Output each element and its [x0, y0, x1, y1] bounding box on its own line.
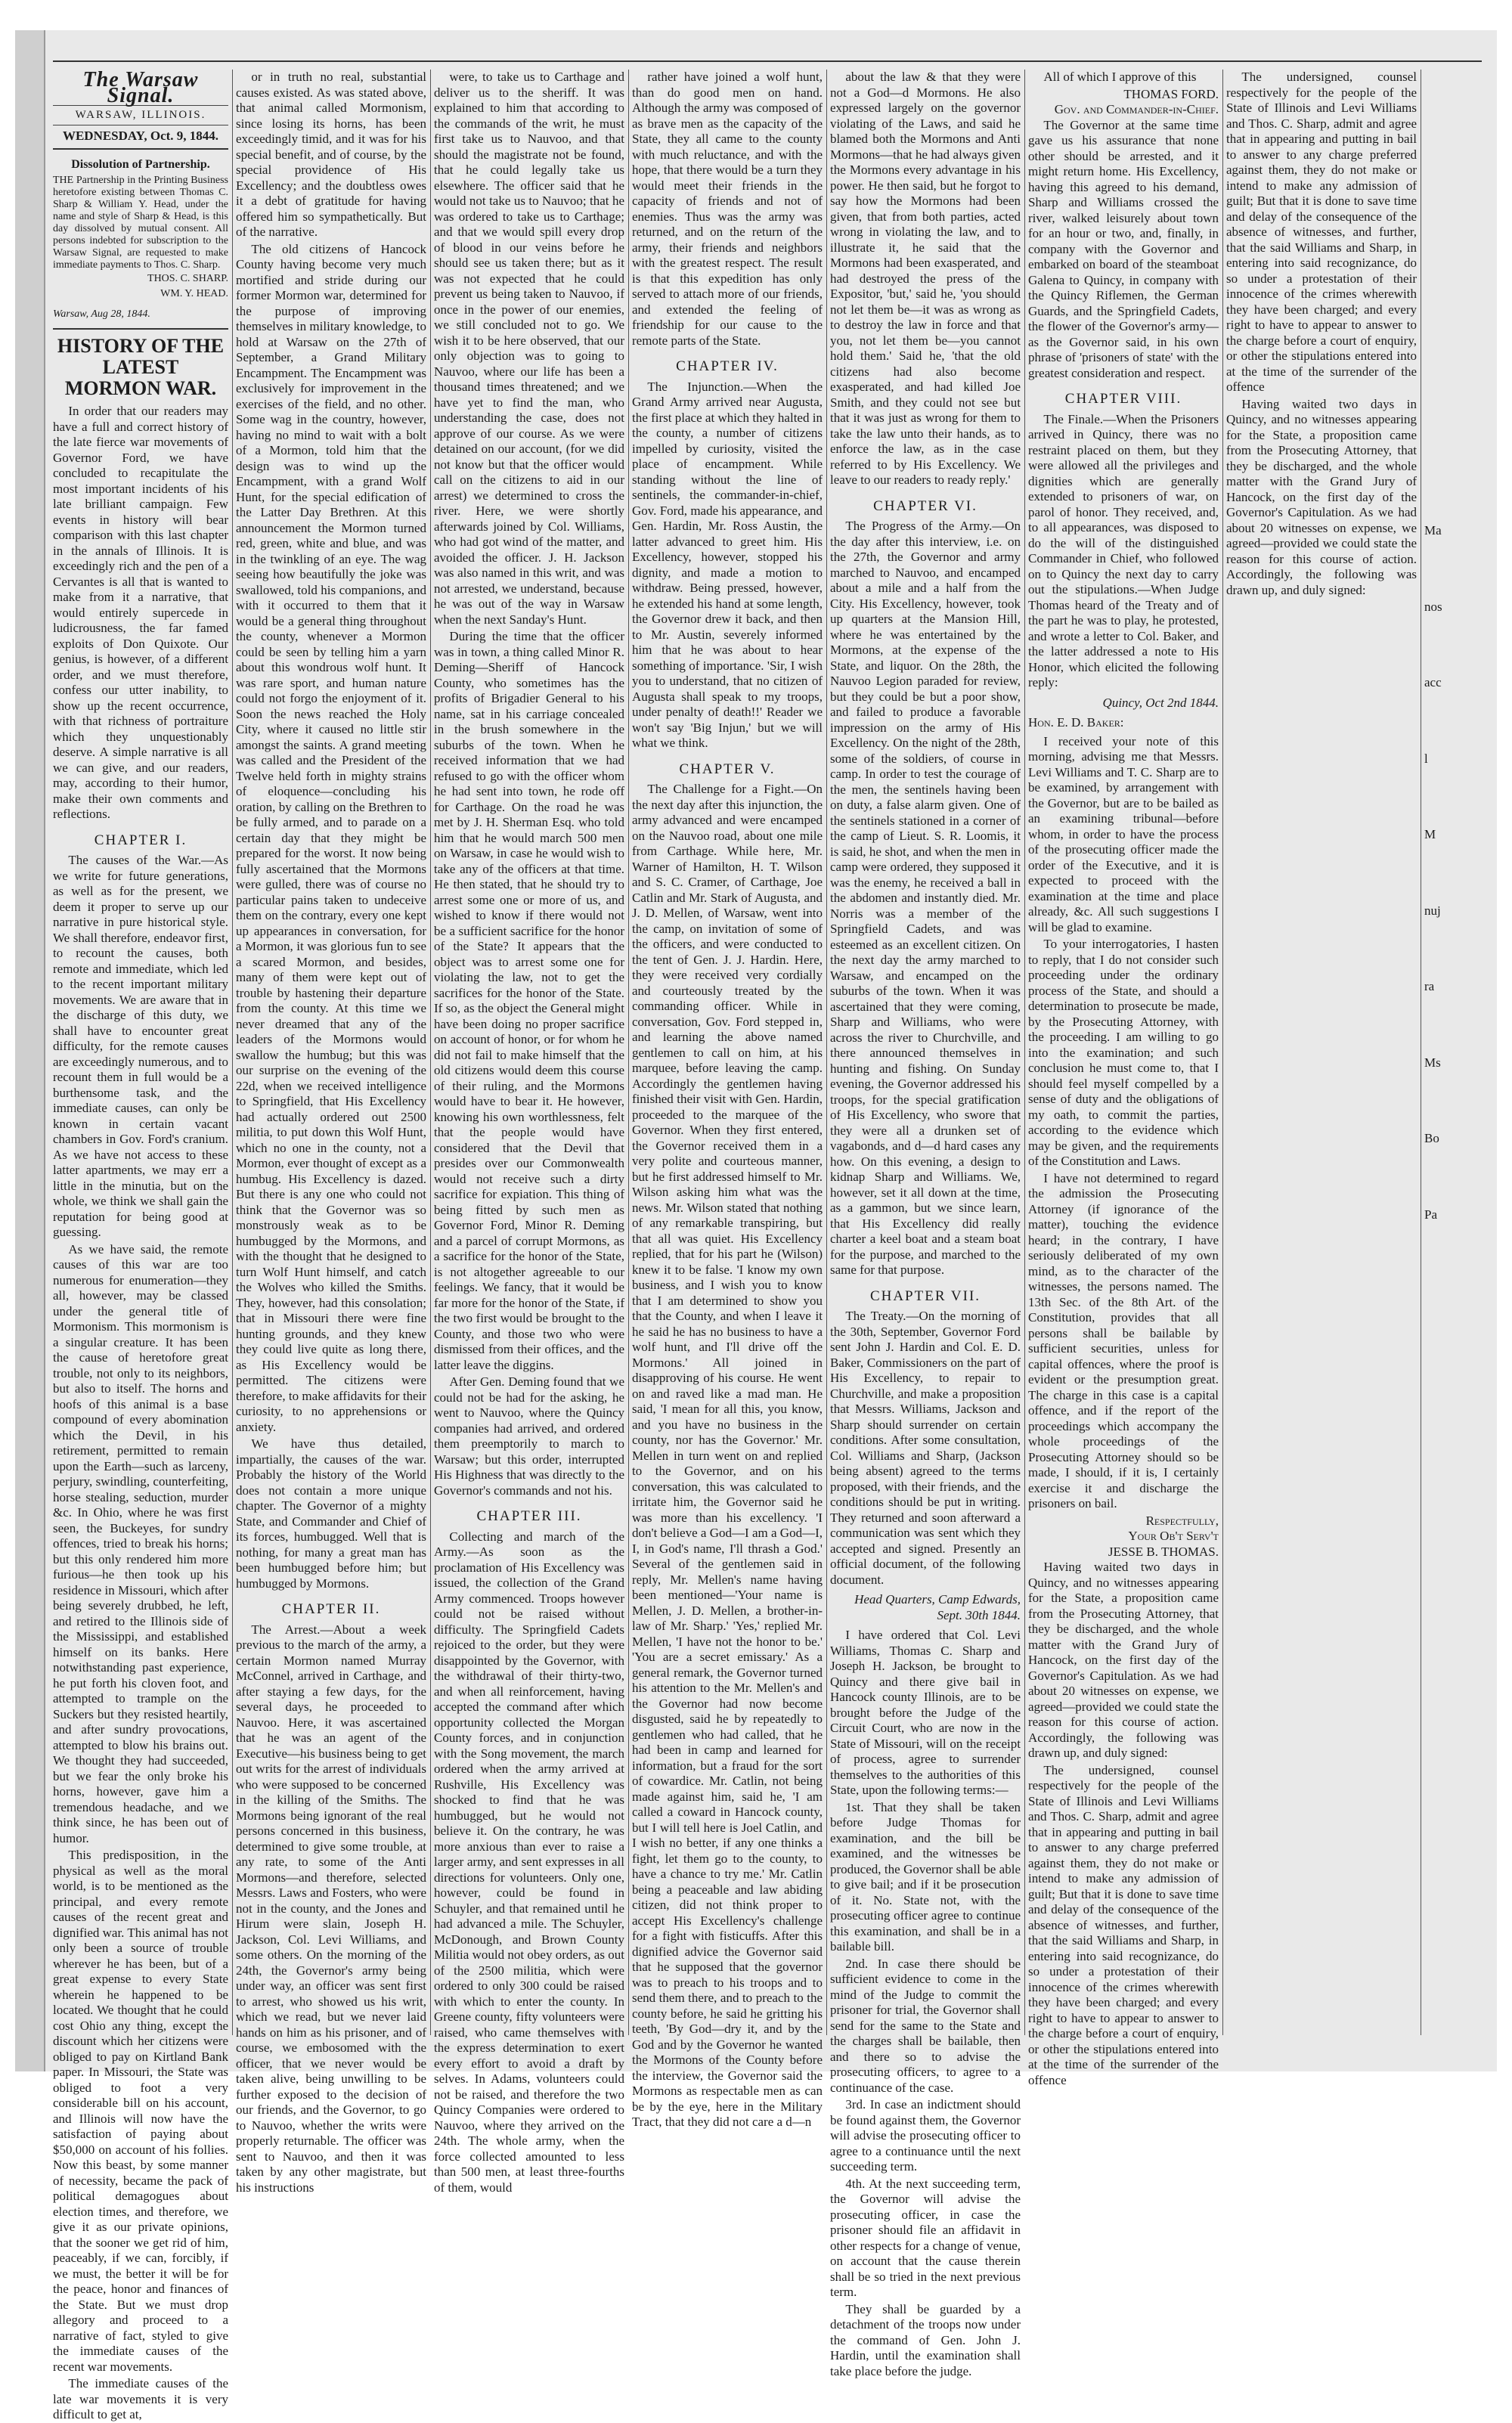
article-paragraph: or in truth no real, substantial causes existed. As was stated above, that animal called Mormonism, since losing its horns, has been exceedingly timid, and it was for his special benefit, and of course, by the special providence of His Excellency; and the doubtless owes it a debt of gratitude for having offered him so sympathetically. But of the narrative. — [236, 70, 426, 239]
letter-signature: JESSE B. THOMAS. — [1108, 1544, 1219, 1559]
column-rule — [826, 70, 827, 2035]
letter-closing: Respectfully, — [1145, 1513, 1219, 1528]
article-paragraph: The causes of the War.—As we write for future generations, as well as for the present, we deem it proper to serve up our narrative in pure historical style. We shall therefore, endeavor first, to recount the causes, both remote and immediate, which led to the recent important military movements. We are aware that in the discharge of this duty, we shall have to encounter great difficulty, for the remote causes are exceedingly numerous, and to recount them in full would be a burthensome task, and the immediate causes, can only be known in certain vacant chambers in Gov. Ford's cranium. As we have not access to these latter apartments, we may err a little in the minutia, but on the whole, we think we shall gain the reputation for being good at guessing. — [53, 853, 228, 1239]
letter-paragraph: I received your note of this morning, advising me that Messrs. Levi Williams and T. C. Sharp are to be examined, by arrangement with the Governor, but are to be bailed as an examining tribunal—before whom, in order to have the process of the prosecuting officer made the order of the Executive, and it is expected to proceed with the examination at the time and place already, &c. All such suggestions I will be glad to examine. — [1028, 733, 1219, 934]
edge-fragment: nuj — [1424, 903, 1441, 918]
chapter-heading: CHAPTER IV. — [676, 358, 779, 374]
chapter-heading: CHAPTER VII. — [869, 1287, 981, 1304]
column-rule — [1222, 70, 1223, 2035]
article-paragraph: Collecting and march of the Army.—As soon as the proclamation of His Excellency was issued, the collection of the Grand Army commenced. Troops however could not be raised without difficulty. The Springfield Cadets rejoiced to the order, but they were disappointed by the Governor, with the withdrawal of their thirty-two, and when all reinforcement, having accepted the command after which opportunity collected the Morgan County forces, and in conjunction with the Song movement, the march ordered when the army arrived at Rushville, His Excellency was shocked to find that he was humbugged, but he would not believe it. On the contrary, he was more anxious than ever to raise a larger army, and sent expresses in all directions for volunteers. Only one, however, could be found in Schuyler, and that remained until he had advanced a mile. The Schuyler, McDonough, and Brown County Militia would not obey orders, as out of the 2500 militia, which were ordered to only 300 could be raised with which to enter the county. In Greene county, fifty volunteers were raised, who came themselves with the express determination to exert every effort to avoid a draft by selves. In Adams, volunteers could not be raised, and therefore the two Quincy Companies were ordered to Nauvoo, where they arrived on the 24th. The whole army, when the force collected amounted to less than 500 men, at least three-fourths of them, would — [434, 1529, 624, 2195]
binding-strip — [15, 30, 45, 2071]
notice-signer: WM. Y. HEAD. — [160, 288, 228, 299]
column-6 — [1028, 70, 1219, 2087]
article-paragraph: The Finale.—When the Prisoners arrived in Quincy, there was no restraint placed on them, but they were allowed all the privileges and dignities which are generally extended to prisoners of war, on parol of honor. They received, and, to all appearances, was disposed to do the will of the distinguished Commander in Chief, who followed on to Quincy the next day to carry out the stipulations.—When Judge Thomas heard of the Treaty and of the part he was to play, he protested, and wrote a letter to Col. Baker, and the latter addressed a note to His Honor, which elicited the following reply: — [1028, 411, 1219, 689]
edge-fragment: Ms — [1424, 1055, 1441, 1070]
edge-fragment: acc — [1424, 675, 1442, 689]
article-paragraph: were, to take us to Carthage and deliver us to the sheriff. It was explained to him that according to the commands of the writ, he must first take us to Nauvoo, and that should the magistrate not be found, that he could legally take us elsewhere. The officer said that he would not take us to Nauvoo; that he was ordered to take us to Carthage; and that we would spill every drop of blood in our veins before he should see us taken there; but as it was not expected that he could prevent us being taken to Nauvoo, if once in the power of our enemies, we still concluded not to go. We wish it to be here observed, that our only objection was to going to Nauvoo, where our life has been a thousand times threatened; and we have yet to find the man, who understanding the case, does not approve of our course. As we were detained on our account, (for we did not know but that the officer would call on the citizens to aid in our arrest) we determined to cross the river. Here, we were shortly afterwards joined by Col. Williams, who had got wind of the matter, and avoided the officer. J. H. Jackson was also named in this writ, and was not arrested, we understand, because he was out of the way in Warsaw when the next Sanday's Hunt. — [434, 70, 624, 627]
article-paragraph: In order that our readers may have a full and correct history of the late fierce war movements of Governor Ford, we have concluded to recapitulate the most important incidents of his late brilliant campaign. Few events in history will bear comparison with this last chapter in the annals of Illinois. It is exceedingly rich and the pen of a Cervantes is all that is wanted to make from it a narrative, that would entirely supercede in ludicrousness, the far famed exploits of Don Quixote. Our genius, is however, of a different order, and we must therefore, confess our utter inability, to show up the recent occurrence, with that richness of portraiture which they unquestionably deserve. A simple narrative is all we can give, and our readers, may, according to their humor, make their own comments and reflections. — [53, 404, 228, 821]
newspaper-page — [53, 60, 1482, 2421]
notice-signer: THOS. C. SHARP. — [147, 272, 228, 284]
treaty-paragraph: They shall be guarded by a detachment of the troops now under the command of Gen. John J. Hardin, until the examination shall take place before the judge. — [830, 2301, 1021, 2378]
edge-fragment: Bo — [1424, 1131, 1439, 1145]
column-5 — [830, 70, 1021, 2378]
chapter-heading: CHAPTER VI. — [873, 497, 978, 514]
column-8-edge — [1424, 70, 1482, 2035]
chapter-heading: CHAPTER III. — [476, 1508, 582, 1524]
edge-fragment: nos — [1424, 599, 1442, 614]
notice-heading: Dissolution of Partnership. — [71, 158, 210, 171]
treaty-paragraph: I have ordered that Col. Levi Williams, Thomas C. Sharp and Joseph H. Jackson, be brought to Quincy and there give bail in Hancock county Illinois, are to be brought before the Judge of the Circuit Court, who are now in the State of Missouri, will on the receipt of process, agree to surrender themselves to the authorities of this State, upon the following terms:— — [830, 1628, 1021, 1797]
article-paragraph: The Challenge for a Fight.—On the next day after this injunction, the army advanced and were encamped on the Nauvoo road, about one mile from Carthage. While here, Mr. Warner of Hamilton, H. T. Wilson and S. C. Cramer, of Carthage, Joe Catlin and Mr. Stark of Augusta, and J. D. Mellen, of Warsaw, went into the camp, on invitation of some of the officers, and were conducted to the tent of Gen. J. J. Hardin. Here, they were received very cordially and courteously treated by the commanding officer. While in conversation, Gov. Ford stepped in, and learning the above named gentlemen to call on him, at his marquee, before leaving the camp. Accordingly the gentlemen having finished their visit with Gen. Hardin, proceeded to the marquee of the Governor. When they first entered, the Governor received them in a very polite and courteous manner, but he first addressed himself to Mr. Wilson asking him what was the news. Mr. Wilson stated that nothing of any remarkable transpiring, but that all was quiet. His Excellency replied, that for his part he (Wilson) knew it to be false. 'I know my own business, and I wish you to know that I am determined to show you that the County, and when I leave it he said he has no business to have a wolf hunt, and I'll drive off the Mormons.' All joined in disapproving of his course. He went on and raved like a mad man. He said, 'I mean for all this, you know, and you have no business in the county, nor has the Governor.' Mr. Mellen in turn went on and replied to the Governor, and on his conversation, this was calculated to irritate him, the Governor said he was more than his excellency. 'I don't believe a God—I am a God—I, I, in God's name, I'll thrash a God.' Several of the gentlemen said in reply, Mr. Mellen's name having been mentioned—'Your name is Mellen, J. D. Mellen, a brother-in-law of Mr. Sharp.' 'Yes,' replied Mr. Mellen, 'I have not the honor to be.' 'You are a secret emissary.' As a general remark, the Governor turned his attention to the Mr. Mellen's and the Governor had now become disgusted, said he by repeatedly to gentlemen who had called, that he had been in camp and learned for information, but a fraud for the sort of cowardice. Mr. Catlin, not being made against him, said he, 'I am called a coward in Hancock county, but I will tell here is Joel Catlin, and I wish no better, if any one thinks a fight, let them go to the county, to have a chance to try me.' Mr. Catlin being a peaceable and law abiding citizen, did not think proper to accept His Excellency's challenge for a fight with fisticuffs. After this dignified advice the Governor said that he supposed that the governor was to preach to his troops and to send them there, and to preach to the county before, he said he gritting his teeth, 'By God—dry it, and by the God and by the Governor he wanted the Mormons of the County before the interview, the Governor said the Mormons as respectable men as can be by the eye, here in the Military Tract, that they did not care a d—n — [632, 782, 823, 2129]
article-paragraph: The undersigned, counsel respectively for the people of the State of Illinois and Levi Williams and Thos. C. Sharp, admit and agree that in appearing and putting in bail to answer to any charge preferred against them, they do not make or intend to make any admission of guilt; But that it is done to save time and delay of the consequence of the absence of witnesses, and further, that the said Williams and Sharp, in entering into said recognizance, do so under a protestation of their innocence of the crimes wherewith they have been charged; and every right to have to appear to answer to the charge before a court of enquiry, or other the stipulations entered into at the time of the surrender of the offence — [1028, 1762, 1219, 2087]
edge-fragment: Ma — [1424, 523, 1442, 538]
article-paragraph: The Injunction.—When the Grand Army arrived near Augusta, the first place at which they halted in the county, a number of citizens impelled by curiosity, visited the place of encampment. While standing without the line of sentinels, the commander-in-chief, Gov. Ford, made his appearance, and Gen. Hardin, Mr. Ross Austin, the latter advanced to greet him. His Excellency, however, stopped his dignity, and made a motion to withdraw. Being pressed, however, he extended his hand at some length, the Governor drew it back, and then to Mr. Austin, severely informed him that he was about to hear something of importance. 'Sir, I wish you to understand, that no citizen of Augusta shall speak to my troops, under penalty of death!!' Reader we won't say 'Big Injun,' but we will what we think. — [632, 379, 823, 750]
article-paragraph: During the time that the officer was in town, a thing called Minor R. Deming—Sheriff of Hancock County, who sometimes has the profits of Brigadier General to his name, sat in his carriage concealed in the brush somewhere in the suburbs of the town. When he received information that we had refused to go with the officer whom he had sent into town, he rode off for Carthage. On the road he was met by J. H. Sherman Esq. who told him that he would march 500 men on Warsaw, in case he would wish to take any of the officers at that time. He then stated, that he should try to arrest some one or more of us, and wished to know if there would not be a sufficient sacrifice for the honor of the State? It appears that the object was to arrest some one for violating the law, not to get the sacrifices for the honor of the State. If so, as the object the General might have been doing no proper sacrifice on account of honor, or for whom he did not fail to make himself that the old citizens would deem this course of their ruling, and the Mormons would have to bear it. He however, knowing his own worthlessness, felt that the people would have considered that the Devil that presides over our Commonwealth would not receive such a dirty sacrifice for expiation. This thing of being fitted by such men as Governor Ford, Minor R. Deming and a parcel of corrupt Mormons, as a sacrifice for the honor of the State, is not altogether agreeable to our feelings. We fancy, that it would be far more for the honor of the State, if the two first would be brought to the County, and those two who were dismissed from their offices, and the latter leave the diggins. — [434, 629, 624, 1372]
article-headline: HISTORY OF THE LATEST MORMON WAR. — [57, 335, 225, 399]
article-paragraph: After Gen. Deming found that we could not be had for the asking, he went to Nauvoo, where the Quincy companies had arrived, and ordered them preemptorily to march to Warsaw; but this order, interrupted His Highness that was directly to the Governor's commands and not his. — [434, 1374, 624, 1498]
article-paragraph: Having waited two days in Quincy, and no witnesses appearing for the State, a proposition came from the Prosecuting Attorney, that they be discharged, and the whole matter with the Grand Jury of Hancock, on the first day of the Governor's Capitulation. As we had about 20 witnesses on expense, we agreed—provided we could state the reason for this course of action. Accordingly, the following was drawn up, and duly signed: — [1028, 1560, 1219, 1760]
article-paragraph: Having waited two days in Quincy, and no witnesses appearing for the State, a proposition came from the Prosecuting Attorney, that they be discharged, and the whole matter with the Grand Jury of Hancock, on the first day of the Governor's Capitulation. As we had about 20 witnesses on expense, we agreed—provided we could state the reason for this course of action. Accordingly, the following was drawn up, and duly signed: — [1226, 396, 1417, 597]
treaty-dateline: Head Quarters, Camp Edwards, Sept. 30th 1844. — [854, 1592, 1021, 1622]
letter-dateline: Quincy, Oct 2nd 1844. — [1102, 695, 1219, 710]
column-7 — [1226, 70, 1417, 2035]
column-rule — [430, 70, 431, 2035]
article-paragraph: We have thus detailed, impartially, the causes of the war. Probably the history of the World does not contain a more unique chapter. The Governor of a mighty State, and Commander and Chief of its forces, humbugged. Well that is nothing, for many a great man has been humbugged before him; but humbugged by Mormons. — [236, 1436, 426, 1591]
article-paragraph: about the law & that they were not a God—d Mormons. He also expressed largely on the governor violating of the Laws, and said he blamed both the Mormons and Anti Mormons—that he had always given the Mormons every advantage in his power. He then said, but he forgot to say how the Mormons had been given, that from both parties, acted wrong in violating the law, and to illustrate it, he said that the Mormons had been exasperated, and had destroyed the press of the Expositor, 'but,' said he, 'you should not let them be—it was as wrong as to destroy the law in force and that you, not let them be—you cannot hold them.' Said he, 'that the old citizens had also become exasperated, and had killed Joe Smith, and they could not see but that it was just as wrong for them to take the law unto their hands, as to enforce the law, as in the case referred to by His Excellency. We leave to our readers to ready reply.' — [830, 70, 1021, 487]
article-paragraph: The undersigned, counsel respectively for the people of the State of Illinois and Levi Williams and Thos. C. Sharp, admit and agree that in appearing and putting in bail to answer to any charge preferred against them, they do not make or intend to make any admission of guilt; But that it is done to save time and delay of the consequence of the absence of witnesses, and further, that the said Williams and Sharp, in entering into said recognizance, do so under a protestation of their innocence of the crimes wherewith they have been charged; and every right to have to appear to answer to the charge before a court of enquiry, or other the stipulations entered into at the time of the surrender of the offence — [1226, 70, 1417, 394]
column-1 — [53, 68, 228, 2421]
treaty-paragraph: 3rd. In case an indictment should be found against them, the Governor will advise the prosecuting officer to agree to a continuance until the next succeeding term. — [830, 2097, 1021, 2174]
article-paragraph: As we have said, the remote causes of this war are too numerous for enumeration—they all, however, may be classed under the general title of Mormonism. This mormonism is a singular creature. It has been the cause of heretofore great trouble, not only to its neighbors, but also to itself. The horns and hoofs of this animal is a base compound of every abomination which the Devil, in his retirement, permitted to remain upon the Earth—such as larceny, perjury, swindling, counterfeiting, horse stealing, seduction, murder &c. In Ohio, where he was first seen, the Buckeyes, for sundry offences, tried to break his horns; but this only rendered him more furious—he then took up his residence in Missouri, which after being severely drubbed, he left, and retired to the Illinois side of the Mississippi, and established himself on its banks. Here notwithstanding past experience, he put forth his cloven foot, and attempted to trample on the Suckers but they resisted heartily, and after sundry provocations, attempted to blow his brains out. We thought they had succeeded, but we fear the only broke his horns, however, gave him a tremendous headache, and we think since, he has been out of humor. — [53, 1241, 228, 1845]
article-paragraph: The Arrest.—About a week previous to the march of the army, a certain Mormon named Murray McConnel, arrived in Carthage, and after staying a few days, for the several days, he proceeded to Nauvoo. Here, it was ascertained that he was an agent of the Executive—his business being to get out writs for the arrest of individuals who were supposed to be concerned in the killing of the Smiths. The Mormons being ignorant of the real persons concerned in this business, determined to give some trouble, at any rate, to some of the Anti Mormons—and therefore, selected Messrs. Laws and Fosters, who were not in the county, and the Jones and Hirum were slain, Joseph H. Jackson, Col. Levi Williams, and some others. On the morning of the 24th, the Governor's army being under way, an officer was sent first to arrest, who showed us his writ, which we read, but we never laid hands on him as his prisoner, and of course, we embosomed with the officer, that we never would be taken alive, being unwilling to be further exposed to the decision of our friends, and the Governor, to go to Nauvoo, whether the writs were properly returnable. The officer was sent to Nauvoo, and then it was taken by any other magistrate, but his instructions — [236, 1622, 426, 2195]
signature-name: THOMAS FORD. — [1123, 86, 1219, 101]
letter-paragraph: I have not determined to regard the admission the Prosecuting Attorney (if ignorance of the matter), touching the evidence heard; in the contrary, I have seriously deliberated of my own mind, as to the character of the witnesses, the persons named. The 13th Sec. of the 8th Art. of the Constitution, provides that all persons shall be bailable by sufficient securities, unless for capital offences, where the proof is evident or the presumption great. The charge in this case is a capital offence, and if the report of the proceedings which accompany the whole proceedings of the Prosecuting Attorney should so be made, I should, if it is, I certainly exercise it and discharge the prisoners on bail. — [1028, 1170, 1219, 1511]
article-paragraph: The Governor at the same time gave us his assurance that none other should be arrested, and it might return home. His Excellency, having this agreed to his demand, Sharp and Williams crossed the river, walked leisurely about town for an hour or two, and, finally, in company with the Governor and embarked on board of the steamboat Galena to Quincy, in company with the Quincy Riflemen, the German Guards, and the Springfield Cadets, the flower of the Governor's army—as the Governor said, in his own phrase of 'prisoners of state' with the greatest consideration and respect. — [1028, 117, 1219, 380]
letter-closing: Your Ob't Serv't — [1128, 1529, 1219, 1543]
column-2 — [236, 70, 426, 2195]
article-paragraph: This predisposition, in the physical as well as the moral world, is to be mentioned as the principal, and every remote causes of the recent great and dignified war. This animal has not only been a source of trouble wherever he has been, but of a great expense to every State wherein he happened to be located. We thought that he could cost Ohio any thing, except the discount which her citizens were obliged to pay on Kirtland Bank paper. In Missouri, the State was obliged to foot a very considerable bill on his account, and Illinois will now have the satisfaction of paying about $50,000 on account of his follies. Now this beast, by some manner of necessity, became the pack of political demagogues about election times, and therefore, we give it as our private opinions, that the sooner we get rid of him, peaceably, if we can, forcibly, if we must, the better it will be for the peace, honor and finances of the State. But we must drop allegory and proceed to a narrative of fact, styled to give the immediate causes of the recent war movements. — [53, 1848, 228, 2374]
letter-paragraph: To your interrogatories, I hasten to reply, that I do not consider such proceeding under the ordinary process of the State, and should a determination to prosecute be made, by the Prosecuting Attorney, with the proceeding. I am willing to go into the examination; and such conclusion he must come to, that I should feel myself compelled by a sense of duty and the obligations of my oath, to commit the parties, according to the evidence which may be given, and the requirements of the Constitution and Laws. — [1028, 937, 1219, 1168]
chapter-heading: CHAPTER I. — [94, 832, 187, 848]
article-paragraph: All of which I approve of this — [1043, 70, 1197, 84]
edge-fragment: M — [1424, 827, 1436, 841]
column-rule — [232, 70, 233, 2035]
edge-fragment: l — [1424, 751, 1428, 766]
treaty-paragraph: 2nd. In case there should be sufficient evidence to come in the mind of the Judge to commit the prisoner for trial, the Governor shall send for the same to the State and the charges shall be bailable, then and there so to advise the prosecuting officers, to agree to a continuance of the case. — [830, 1956, 1021, 2095]
treaty-paragraph: 1st. That they shall be taken before Judge Thomas for examination, and the bill be examined, and the witnesses be produced, the Governor shall be able to give bail; and if it be prosecution of it. No. State not, with the prosecuting officer agree to continue this examination, and shall be in a bailable bill. — [830, 1799, 1021, 1954]
masthead-title: The Warsaw Signal. — [82, 68, 199, 107]
notice-dateline: Warsaw, Aug 28, 1844. — [53, 307, 228, 330]
newspaper-sheet — [15, 30, 1497, 2421]
article-paragraph: The Progress of the Army.—On the day after this interview, i.e. on the 27th, the Governor and army marched to Nauvoo, and encamped about a mile and a half from the City. His Excellency, however, took up quarters at the Mansion Hill, where he was entertained by the Mormons, at the expense of the State, and liquor. On the 28th, the Nauvoo Legion paraded for review, but they could be but a poor show, and failed to produce a favorable impression on the army of His Excellency. On the night of the 28th, some of the soldiers, of course in camp. In order to test the courage of the men, the sentinels having been on duty, a false alarm given. One of the sentinels stationed in a corner of the camp of Lieut. S. R. Loomis, it is said, he shot, and when the men in camp were ordered, they supposed it was the enemy, he received a ball in the abdomen and instantly died. Mr. Norris was a member of the Springfield Cadets, and was esteemed as an excellent citizen. On the next day the army marched to Warsaw, and encamped on the suburbs of the town. When it was ascertained that they were coming, Sharp and Williams, who were across the river to Churchville, and there announced themselves in hunting and fishing. On Sunday evening, the Governor addressed his troops, for the special gratification of His Excellency, who swore that they were all a drunken set of vagabonds, and d—d hard cases any how. On this evening, a design to kidnap Sharp and Williams. We, however, set it all down at the time, as a gammon, but we since learn, that His Excellency did really charter a keel boat and a steam boat for the purpose, and marched to the same for that purpose. — [830, 519, 1021, 1277]
article-paragraph: The old citizens of Hancock County having become very much mortified and stride during our former Mormon war, determined for the purpose of improving themselves in military knowledge, to hold at Warsaw on the 27th of September, a Grand Military Encampment. The Encampment was exclusively for improvement in the exercises of the field, and no other. Some wag in the country, however, having no mind to wait with a bolt of a Mormon, told him that the design was to wind up the Encampment, with a grand Wolf Hunt, for the special edification of the Latter Day Brethren. At this announcement the Mormon turned red, green, white and blue, and was in the twinkling of an eye. The wag seeing how beautifully the joke was swallowed, told his companions, and with it occurred to them that it would be a general thing throughout the county, whenever a Mormon could be seen by telling him a yarn about this wondrous wolf hunt. It was rare sport, and human nature could not forgo the enjoyment of it. Soon the news reached the Holy City, where it caused no little stir amongst the saints. A grand meeting was called and the President of the Twelve held forth in mighty strains of eloquence—concluding his oration, by calling on the Brethren to be fully armed, and to parade on a certain day that they might be prepared for the worst. It now being fully ascertained that the Mormons were gulled, there was of course no particular pains taken to undeceive them on the contrary, every one kept up appearances in conversation, for a Mormon, it was glorious fun to see a scared Mormon, and besides, many of them were kept out of trouble by hastening their departure from the county. At this time we never dreamed that any of the leaders of the Mormons would swallow the humbug; but this was our surprise on the evening of the 22d, when we received intelligence to Springfield, that His Excellency had actually ordered out 2500 militia, to put down this Wolf Hunt, which no one in the county, not a Mormon, ever thought of except as a humbug. His Excellency is dazed. But there is any one who could not think that the Governor was so monstrously weak as to be humbugged by the Mormons, and with the thought that he designed to turn Wolf Hunt himself, and catch the Wolves who killed the Smiths. They, however, had this consolation; that in Missouri there were fine hunting grounds, and they knew they could live quite as long there, as His Excellency would be permitted. The citizens were therefore, to make affidavits for their curiosity, to no apprehensions or anxiety. — [236, 241, 426, 1434]
letter-salutation: Hon. E. D. Baker: — [1028, 715, 1124, 730]
column-rule — [628, 70, 629, 2035]
chapter-heading: CHAPTER V. — [679, 761, 776, 777]
column-rule — [1024, 70, 1025, 2035]
signature-title: Gov. and Commander-in-Chief. — [1054, 102, 1219, 116]
article-paragraph: The immediate causes of the late war movements it is very difficult to get at, — [53, 2376, 228, 2421]
article-paragraph: The Treaty.—On the morning of the 30th, September, Governor Ford sent John J. Hardin and Col. E. D. Baker, Commissioners on the part of His Excellency, to repair to Churchville, and make a proposition that Messrs. Williams, Jackson and Sharp should surrender on certain conditions. After some consultation, Col. Williams and Sharp, (Jackson being absent) agreed to the terms proposed, with their friends, and the conditions should be put in writing. They returned and soon afterward a communication was sent which they accepted and signed. Presently an official document, of the following document. — [830, 1309, 1021, 1587]
column-3 — [434, 70, 624, 2195]
treaty-paragraph: 4th. At the next succeeding term, the Governor will advise the prosecuting officer, in case the prisoner should file an affidavit in other respects for a change of venue, on account that the cause therein shall be so tried in the next previous term. — [830, 2176, 1021, 2299]
notice-body: THE Partnership in the Printing Business heretofore existing between Thomas C. Sharp & William Y. Head, under the name and style of Sharp & Head, is this day dissolved by mutual consent. All persons indebted for subscription to the Warsaw Signal, are requested to make immediate payments to Thos. C. Sharp. — [53, 174, 228, 271]
chapter-heading: CHAPTER VIII. — [1064, 391, 1182, 407]
chapter-heading: CHAPTER II. — [281, 1601, 381, 1617]
edge-fragment: ra — [1424, 979, 1435, 993]
masthead-place: WARSAW, ILLINOIS. — [53, 105, 228, 125]
column-4 — [632, 70, 823, 2129]
masthead-date: WEDNESDAY, Oct. 9, 1844. — [53, 129, 228, 150]
edge-fragment: Pa — [1424, 1207, 1437, 1222]
article-paragraph: rather have joined a wolf hunt, than do good men on hand. Although the army was composed of as brave men as the capacity of the State, they all came to the county with much reluctance, and with the hope, that there would be a turn they would meet their friends in the capacity of friends and not of enemies. Thus was the army was returned, and on the return of the army, their friends and neighbors with the greatest respect. The result is that this expedition has only served to attach more of our friends, and extended the feeling of friendship for our cause to the remote parts of the State. — [632, 70, 823, 348]
